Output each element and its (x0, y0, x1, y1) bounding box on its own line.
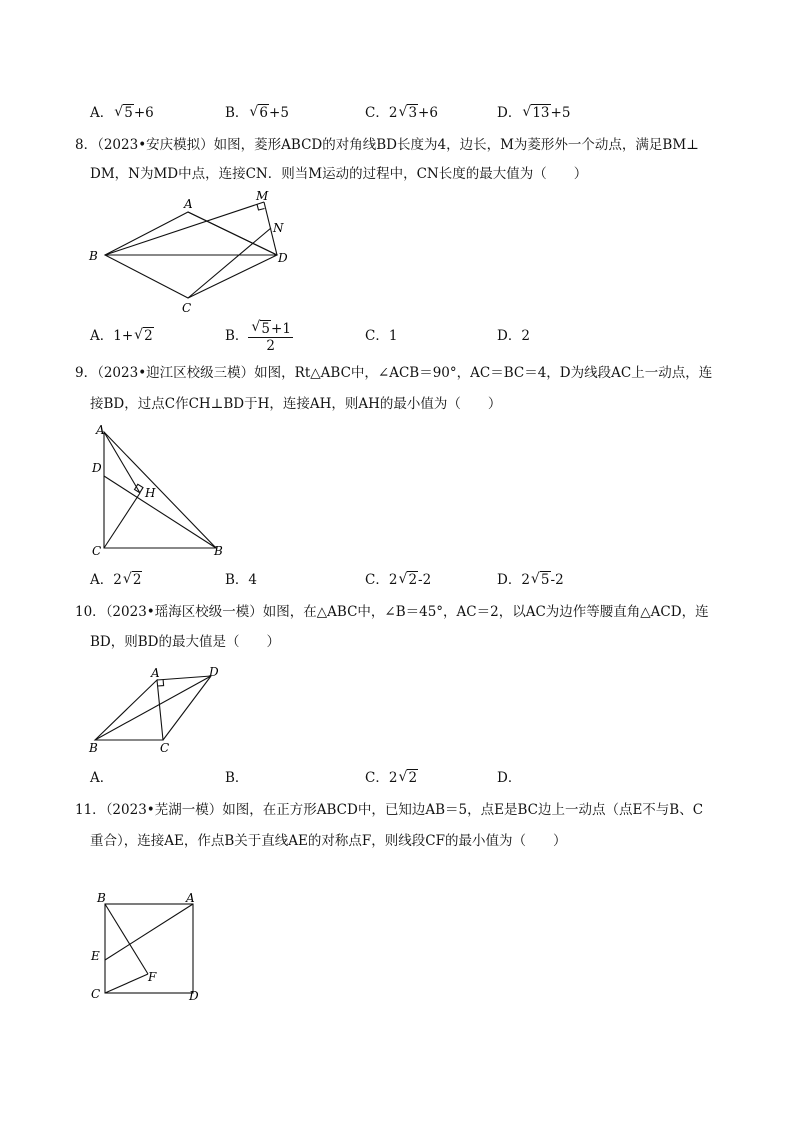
option-label: A． (90, 328, 114, 344)
option-tail: +5 (269, 105, 289, 121)
point-label-d: D (278, 251, 288, 265)
q8-option-d (497, 326, 530, 346)
point-label-e: E (91, 949, 100, 963)
option-tail: +5 (550, 105, 571, 121)
option-label: A． (90, 770, 114, 786)
sqrt (251, 320, 271, 337)
option-label: C． (365, 328, 389, 344)
radicand: 6 (259, 105, 269, 121)
radicand: 5 (540, 572, 550, 588)
option-text: 2 (521, 328, 530, 344)
q8-stem-line1 (75, 135, 699, 155)
q8-option-a (90, 326, 154, 346)
option-label: B． (225, 770, 249, 786)
q10-option-b (225, 768, 248, 788)
q7-option-c (365, 103, 438, 123)
option-label: D． (497, 572, 522, 588)
sqrt (531, 570, 551, 590)
radicand: 5 (124, 105, 133, 121)
q9-option-b (225, 570, 257, 590)
point-label-b: B (97, 891, 106, 905)
option-label: D． (497, 770, 522, 786)
question-number: 9． (75, 365, 98, 381)
point-label-d: D (209, 665, 219, 679)
point-label-f: F (148, 970, 157, 984)
option-label: D． (497, 105, 522, 121)
point-label-c: C (160, 741, 170, 754)
option-pre: 1+ (113, 328, 134, 344)
q9-stem-line1 (75, 363, 712, 383)
q7-option-a (90, 103, 154, 123)
radicand: 2 (408, 572, 418, 588)
sqrt (134, 326, 154, 346)
q10-option-d (497, 768, 521, 788)
point-label-d: D (189, 989, 199, 1003)
q7-option-d (497, 103, 570, 123)
q10-option-a (90, 768, 113, 788)
coef: 2 (388, 770, 398, 786)
point-label-a: A (151, 666, 160, 680)
sqrt (398, 768, 418, 788)
question-text: 重合），连接AE，作点B关于直线AE的对称点F，则线段CF的最小值为（ ） (90, 833, 567, 849)
question-text: BD，则BD的最大值是（ ） (90, 634, 280, 650)
question-text: 接BD，过点C作CH⊥BD于H，连接AH，则AH的最小值为（ ） (90, 396, 502, 412)
question-source: （2023•迎江区校级三模） (97, 365, 255, 381)
coef: 2 (521, 572, 530, 588)
point-label-c: C (182, 301, 192, 315)
q9-stem-line2 (90, 394, 501, 414)
point-label-h: H (145, 486, 156, 500)
question-text: DM，N为MD中点，连接CN．则当M运动的过程中，CN长度的最大值为（ ） (90, 166, 588, 182)
radicand: 5 (261, 320, 271, 337)
point-label-c: C (92, 544, 102, 558)
option-label: C． (365, 572, 389, 588)
q9-option-c (365, 570, 431, 590)
point-label-a: A (186, 891, 195, 905)
question-source: （2023•安庆模拟） (97, 137, 214, 153)
option-label: C． (365, 770, 389, 786)
point-label-c: C (91, 987, 101, 1001)
q8-figure-rhombus (80, 188, 320, 316)
q7-option-b (225, 103, 289, 123)
radicand: 2 (144, 328, 153, 344)
coef: 2 (388, 572, 398, 588)
option-label: B． (225, 328, 249, 344)
point-label-b: B (89, 249, 98, 263)
option-label: A． (90, 105, 114, 121)
option-label: B． (225, 105, 249, 121)
option-label: D． (497, 328, 522, 344)
option-label: B． (225, 572, 249, 588)
q11-figure-square (85, 890, 215, 1008)
q10-figure-triangle (85, 662, 235, 754)
q11-stem-line2 (90, 831, 566, 851)
sqrt (114, 103, 134, 123)
point-label-n: N (273, 221, 284, 235)
sqrt (123, 570, 143, 590)
radicand: 3 (408, 105, 418, 121)
q8-option-b (225, 318, 293, 354)
question-number: 10． (75, 604, 106, 620)
q11-stem-line1 (75, 800, 703, 820)
point-label-b: B (89, 741, 98, 754)
q9-option-a (90, 570, 142, 590)
question-text: 如图，在正方形ABCD中，已知边AB＝5，点E是BC边上一动点（点E不与B、C (222, 802, 704, 818)
option-tail: +6 (133, 105, 154, 121)
coef: 2 (113, 572, 122, 588)
sqrt (398, 103, 418, 123)
question-source: （2023•芜湖一模） (105, 802, 223, 818)
numerator-tail: +1 (271, 320, 291, 337)
sqrt (249, 103, 269, 123)
question-number: 11． (75, 802, 106, 818)
point-label-d: D (92, 461, 102, 475)
question-source: （2023•瑶海区校级一模） (105, 604, 263, 620)
point-label-a: A (184, 197, 193, 211)
point-label-a: A (96, 423, 105, 437)
q10-stem-line2 (90, 632, 280, 652)
point-label-m: M (256, 189, 269, 203)
q8-option-c (365, 326, 397, 346)
option-text: 4 (248, 572, 258, 588)
q9-figure-right-triangle (88, 420, 238, 562)
radicand: 2 (132, 572, 142, 588)
option-text: 1 (388, 328, 398, 344)
option-label: C． (365, 105, 389, 121)
question-text: 如图，Rt△ABC中，∠ACB＝90°，AC＝BC＝4，D为线段AC上一动点，连 (254, 365, 713, 381)
q10-stem-line1 (75, 602, 709, 622)
radicand: 2 (408, 770, 418, 786)
option-label: A． (90, 572, 114, 588)
sqrt (398, 570, 418, 590)
question-text: 如图，菱形ABCD的对角线BD长度为4，边长，M为菱形外一个动点，满足BM⊥ (213, 137, 699, 153)
q8-stem-line2 (90, 164, 587, 184)
fraction (248, 320, 293, 354)
question-number: 8． (75, 137, 98, 153)
radicand: 13 (532, 105, 550, 121)
q9-option-d (497, 570, 564, 590)
option-tail: +6 (418, 105, 438, 121)
sqrt (522, 103, 550, 123)
denominator: 2 (266, 337, 275, 354)
option-tail: -2 (550, 572, 564, 588)
q10-option-c (365, 768, 418, 788)
option-tail: -2 (418, 572, 432, 588)
point-label-b: B (214, 544, 223, 558)
coef: 2 (388, 105, 398, 121)
question-text: 如图，在△ABC中，∠B＝45°，AC＝2，以AC为边作等腰直角△ACD，连 (262, 604, 709, 620)
